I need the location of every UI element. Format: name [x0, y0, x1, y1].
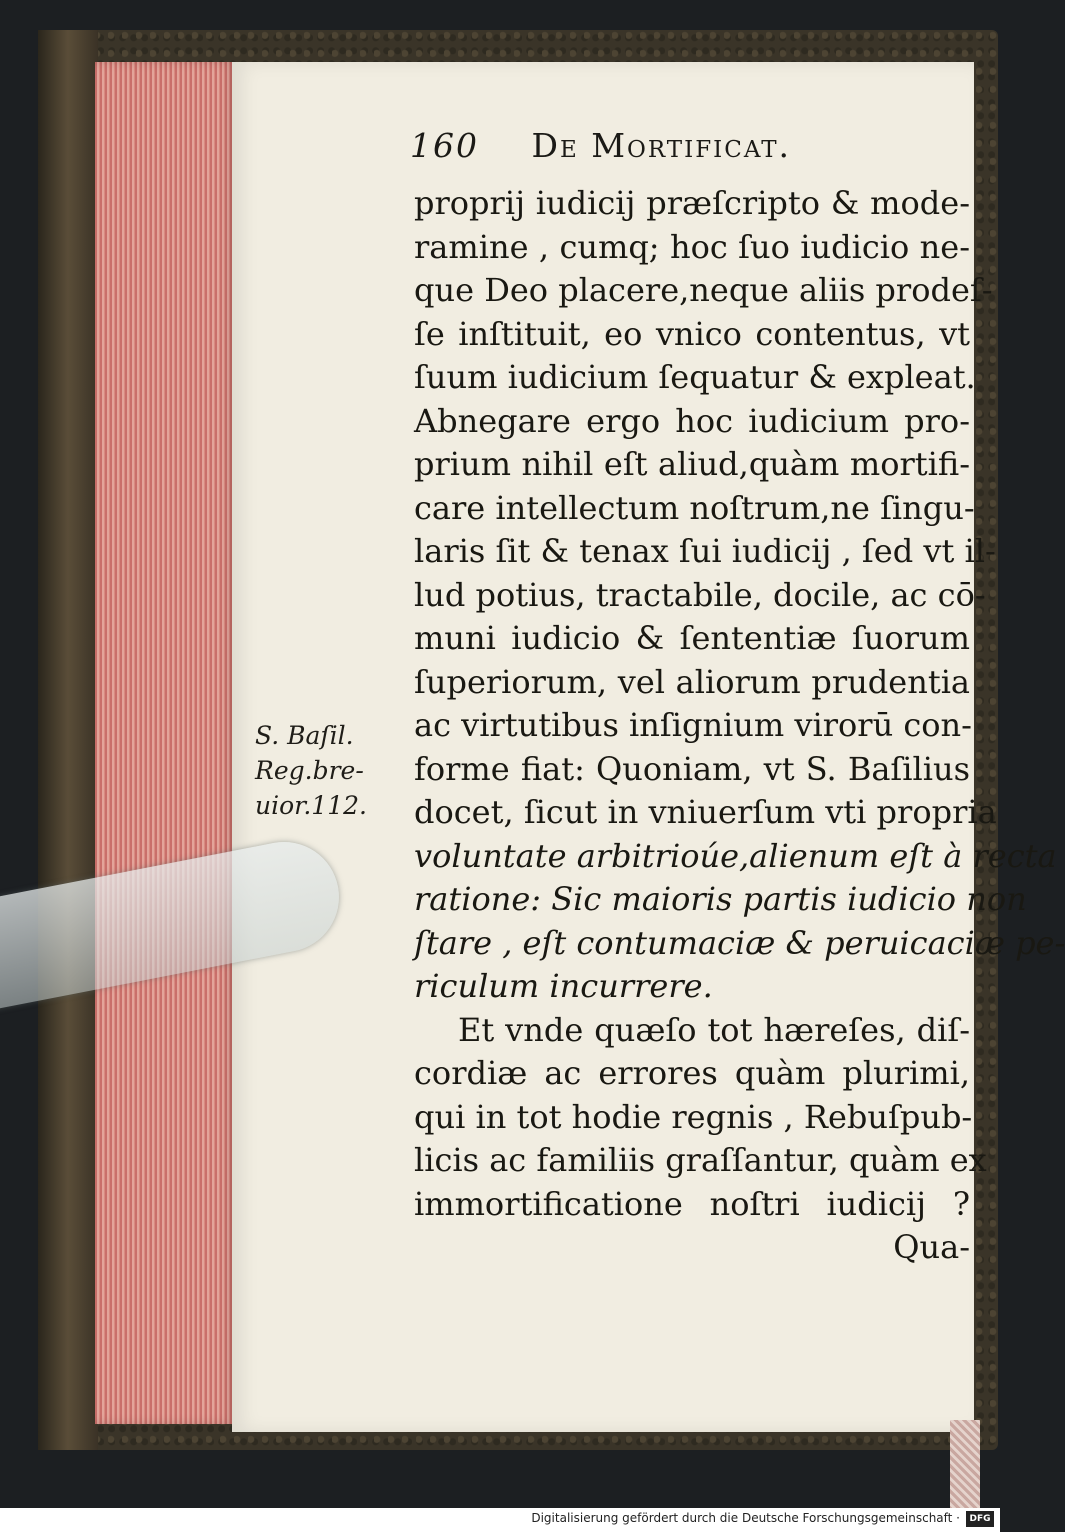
body-text	[414, 182, 1065, 1270]
text-line: Et vnde quæſo tot hæreſes, diſ-	[458, 1010, 970, 1049]
text-line: ſuperiorum, vel aliorum prudentia	[414, 662, 970, 701]
text-line: cordiæ ac errores quàm plurimi,	[414, 1054, 970, 1092]
text-line: voluntate arbitrioúe,alienum eſt à recta	[414, 836, 1057, 875]
running-title: De Mortificat.	[531, 126, 792, 165]
text-line: lud potius, tractabile, docile, ac cō-	[414, 575, 986, 614]
text-line: muni iudicio & ſententiæ ſuorum	[414, 619, 970, 657]
marginal-note-line: S. Baſil.	[255, 721, 354, 750]
text-line: ac virtutibus inſignium virorū con-	[414, 706, 972, 744]
page-number: 160	[410, 126, 479, 165]
text-line: licis ac familiis graſſantur, quàm ex	[414, 1141, 987, 1179]
footer-bar	[0, 1508, 1000, 1532]
text-line: que Deo placere,neque aliis prodeſ-	[414, 271, 993, 309]
text-line: proprij iudicij præſcripto & mode-	[414, 184, 970, 222]
text-line: Qua-	[893, 1228, 970, 1266]
text-line: ſuum iudicium ſequatur & expleat.	[414, 358, 976, 396]
book-spine-edge	[38, 30, 98, 1450]
marginal-note-line: Reg.bre-	[255, 756, 364, 785]
page-edges	[95, 62, 235, 1424]
text-line: forme fiat: Quoniam, vt S. Baſilius	[414, 749, 970, 788]
text-line: Abnegare ergo hoc iudicium pro-	[414, 401, 970, 440]
text-line: qui in tot hodie regnis , Rebuſpub-	[414, 1097, 973, 1136]
marginal-note-line: uior.112.	[255, 791, 367, 820]
text-line: immortificatione noſtri iudicij ?	[414, 1184, 970, 1223]
text-line: docet, ſicut in vniuerſum vti propria	[414, 793, 997, 831]
text-line: laris ſit & tenax ſui iudicij , ſed vt il-	[414, 532, 996, 570]
text-line: ratione: Sic maioris partis iudicio non	[414, 880, 1027, 918]
running-header	[410, 126, 970, 176]
text-line: ramine , cumq; hoc ſuo iudicio ne-	[414, 227, 970, 266]
text-line: ſtare , eſt contumaciæ & peruicaciæ pe-	[414, 923, 1065, 962]
footer-credit: Digitalisierung gefördert durch die Deutsche Forschungsgemeinschaft ·	[531, 1511, 960, 1525]
text-line: care intellectum noſtrum,ne ſingu-	[414, 488, 975, 527]
text-line: prium nihil eſt aliud,quàm mortifi-	[414, 445, 970, 483]
text-line: ſe inſtituit, eo vnico contentus, vt	[414, 314, 970, 353]
dfg-logo: DFG	[966, 1511, 994, 1527]
bookmark-ribbon	[950, 1420, 980, 1510]
text-line: riculum incurrere.	[414, 967, 713, 1005]
marginal-note	[255, 718, 405, 823]
